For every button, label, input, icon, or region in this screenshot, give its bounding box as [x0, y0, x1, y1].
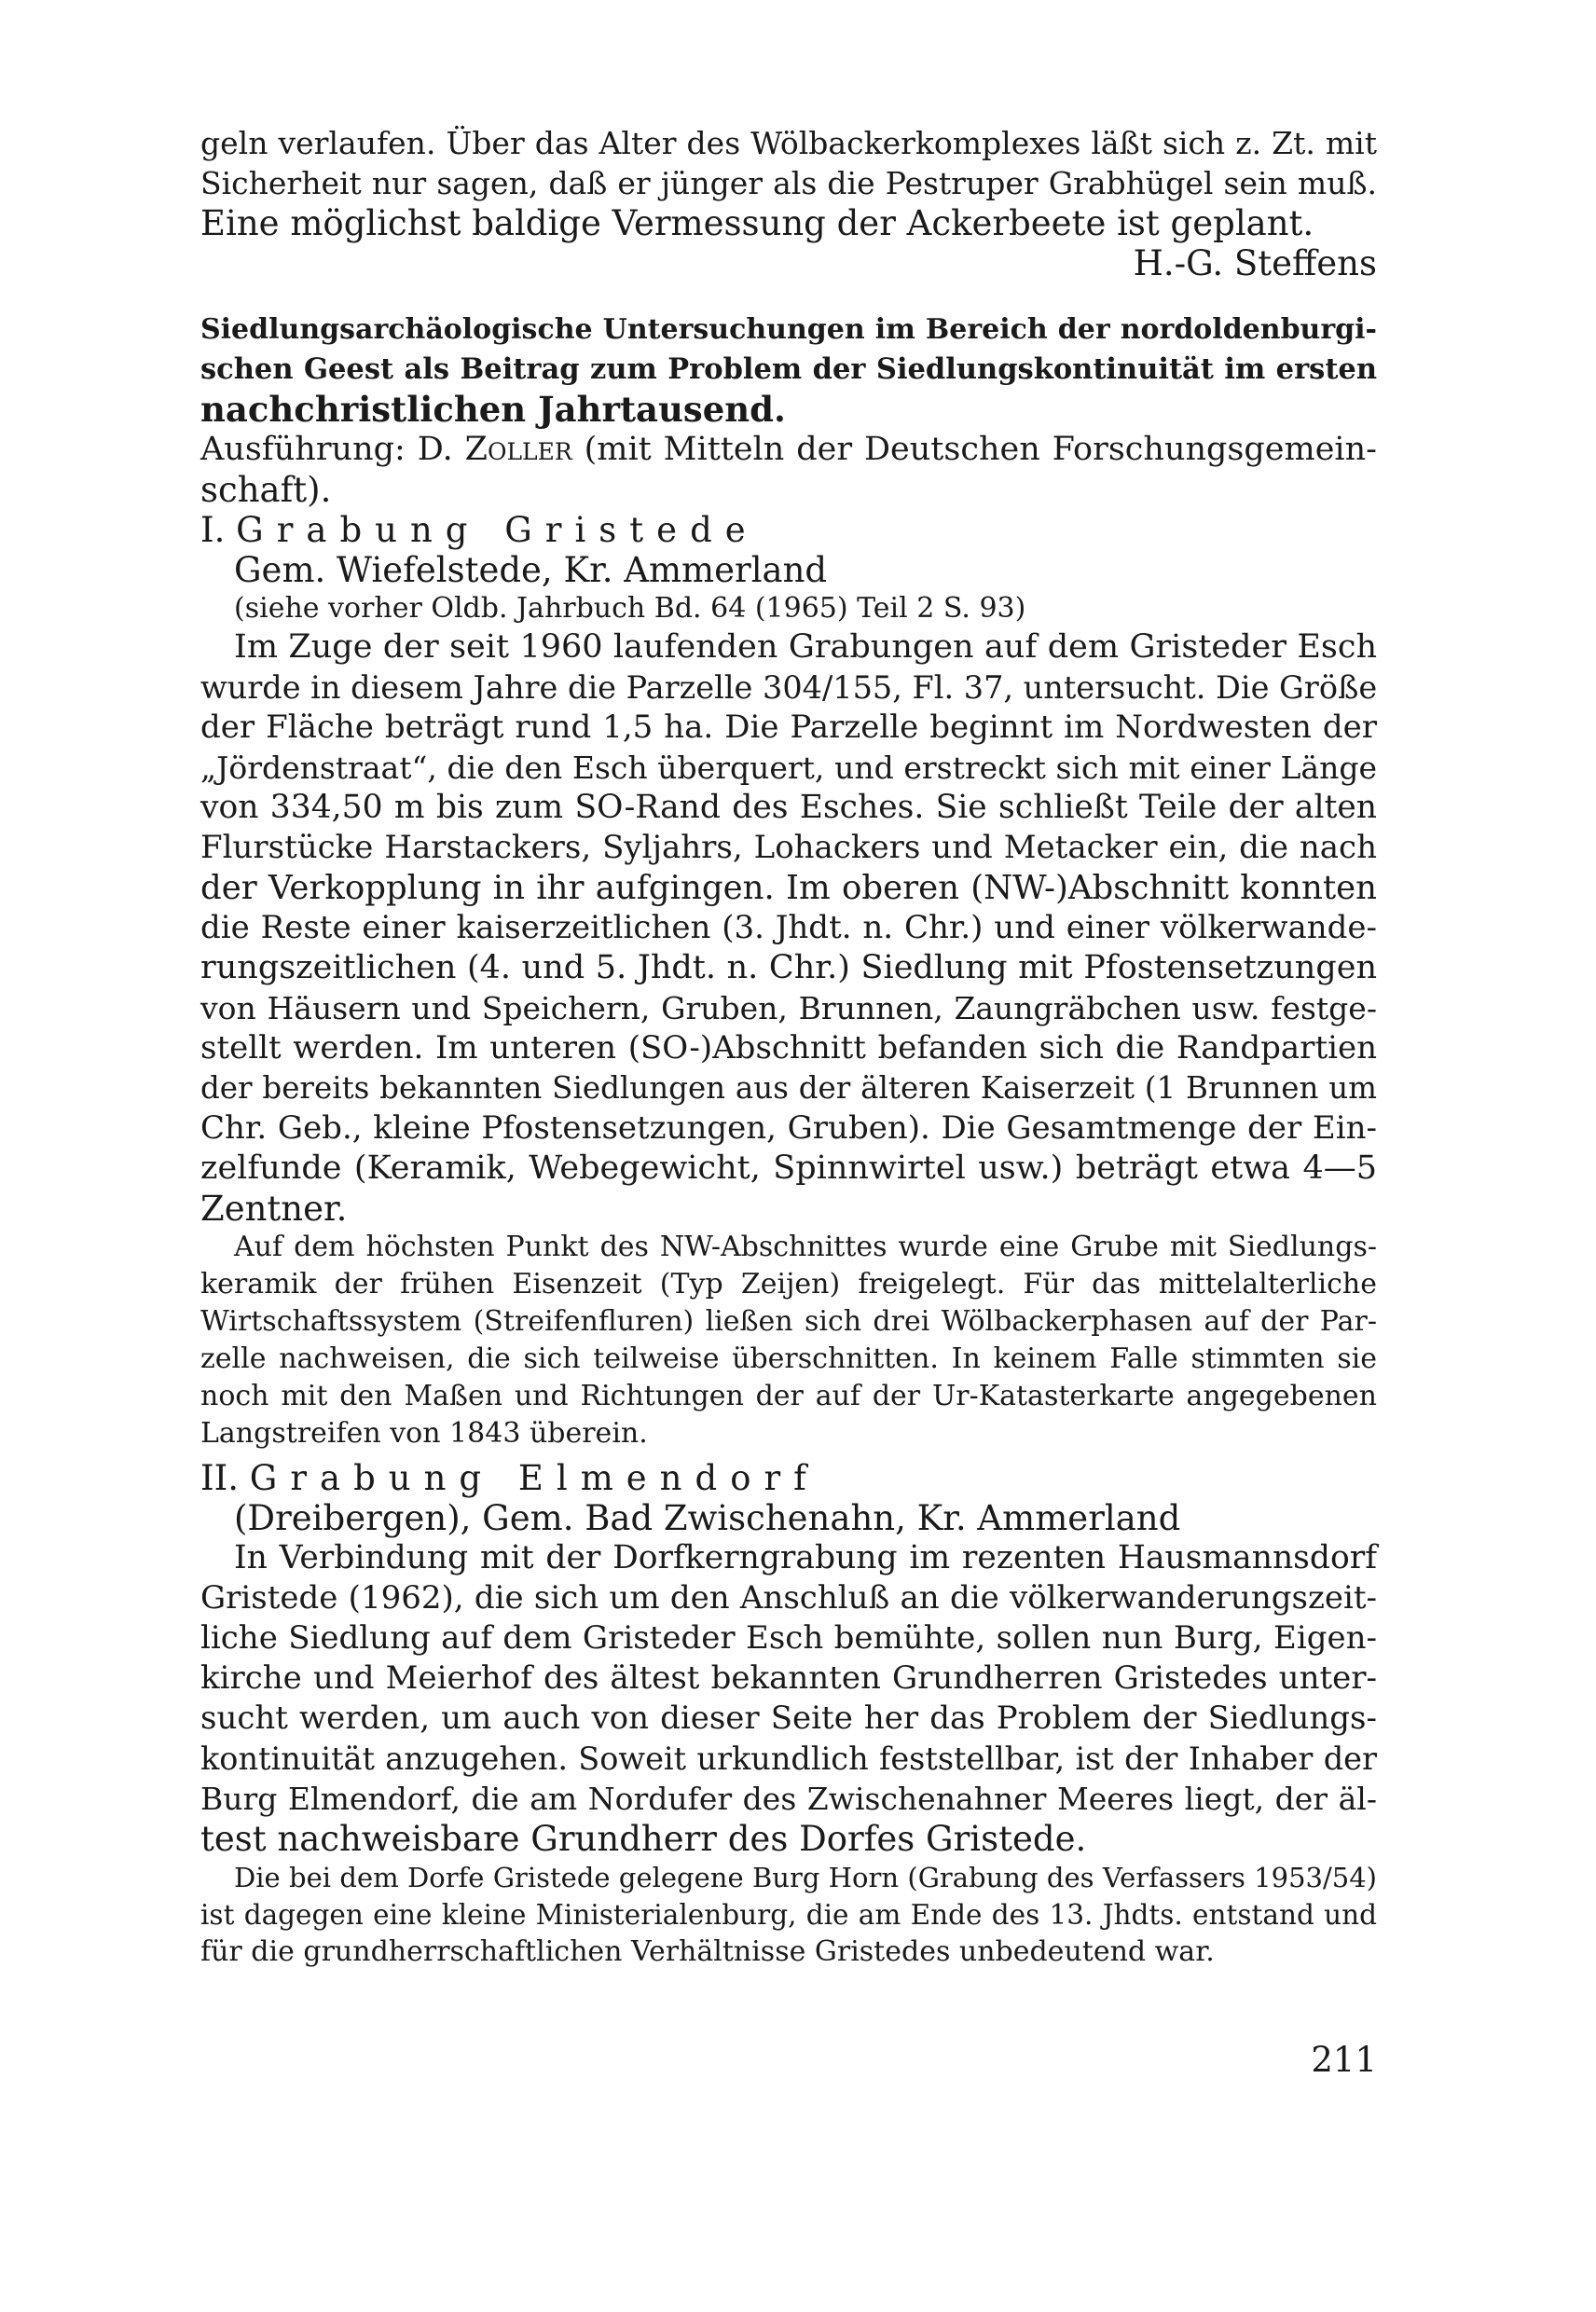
section-location: Gem. Wiefelstede, Kr. Ammerland — [234, 550, 828, 590]
note-line: zelle nachweisen, die sich teilweise überschnitten. In keinem Falle stimmten sie — [200, 1342, 1377, 1375]
page-text — [200, 123, 1377, 1971]
note-line: noch mit den Maßen und Richtungen der auf der Ur-Katasterkarte angegebenen — [200, 1380, 1377, 1412]
note-line: keramik der frühen Eisenzeit (Typ Zeijen) freigelegt. Für das mittelalterliche — [200, 1268, 1377, 1300]
heading-line: Siedlungsarchäologische Untersuchungen im Bereich der nordoldenburgi- — [200, 313, 1377, 346]
body-line: von Häusern und Speichern, Gruben, Brunnen, Zaungräbchen usw. festge- — [200, 990, 1377, 1026]
body-line: kontinuität anzugehen. Soweit urkundlich feststellbar, ist der Inhaber der — [200, 1741, 1377, 1777]
body-line: Chr. Geb., kleine Pfostensetzungen, Gruben). Die Gesamtmenge der Ein- — [200, 1109, 1377, 1147]
section-body — [200, 1538, 1377, 1859]
note-line: Die bei dem Dorfe Gristede gelegene Burg Horn (Grabung des Verfassers 1953/54) — [234, 1862, 1377, 1893]
body-line: test nachweisbare Grundherr des Dorfes Gristede. — [200, 1819, 1087, 1859]
body-line: Gristede (1962), die sich um den Anschluß an die völkerwanderungszeit- — [200, 1579, 1377, 1617]
body-line: kirche und Meierhof des ältest bekannten Grundherren Gristedes unter- — [200, 1659, 1377, 1697]
note-line: Langstreifen von 1843 überein. — [200, 1417, 648, 1450]
body-line: In Verbindung mit der Dorfkerngrabung im rezenten Hausmannsdorf — [234, 1539, 1377, 1576]
text-line: Sicherheit nur sagen, daß er jünger als die Pestruper Grabhügel sein muß. — [200, 165, 1377, 201]
body-line: „Jördenstraat“, die den Esch überquert, und erstreckt sich mit einer Länge — [200, 750, 1377, 786]
text-line: geln verlaufen. Über das Alter des Wölbackerkomplexes läßt sich z. Zt. mit — [200, 125, 1377, 161]
body-line: der bereits bekannten Siedlungen aus der älteren Kaiserzeit (1 Brunnen um — [200, 1070, 1377, 1106]
note-line: ist dagegen eine kleine Ministerialenburg, die am Ende des 13. Jhdts. entstand und — [200, 1899, 1377, 1931]
heading-line: schen Geest als Beitrag zum Problem der Siedlungskontinuität im ersten — [200, 352, 1377, 386]
heading-line: nachchristlichen Jahrtausend. — [200, 389, 786, 430]
body-line: Zentner. — [200, 1189, 348, 1229]
execution-line: Ausführung: D. Zoller (mit Mitteln der Deutschen Forschungsgemein- — [200, 431, 1377, 468]
section-location: (Dreibergen), Gem. Bad Zwischenahn, Kr. Ammerland — [234, 1498, 1181, 1538]
page-number: 211 — [1311, 2040, 1377, 2080]
body-line: zelfunde (Keramik, Webegewicht, Spinnwirtel usw.) beträgt etwa 4—5 — [200, 1149, 1377, 1187]
section-gristede — [200, 510, 1377, 1452]
section-title: II. Grabung Elmendorf — [200, 1458, 819, 1498]
body-line: Burg Elmendorf, die am Nordufer des Zwischenahner Meeres liegt, der äl- — [200, 1781, 1377, 1817]
body-line: der Verkopplung in ihr aufgingen. Im oberen (NW-)Abschnitt konnten — [200, 869, 1377, 907]
section-elmendorf — [200, 1458, 1377, 1971]
section-note — [200, 1229, 1377, 1452]
author-signature: H.-G. Steffens — [1133, 243, 1377, 283]
body-line: sucht werden, um auch von dieser Seite her das Problem der Siedlungs- — [200, 1700, 1377, 1737]
body-line: wurde in diesem Jahre die Parzelle 304/155, Fl. 37, untersucht. Die Größe — [200, 669, 1378, 706]
note-line: für die grundherrschaftlichen Verhältnisse Gristedes unbedeutend war. — [200, 1935, 1215, 1968]
body-line: von 334,50 m bis zum SO-Rand des Esches. Sie schließt Teile der alten — [200, 789, 1377, 826]
intro-paragraph — [200, 123, 1377, 283]
body-line: stellt werden. Im unteren (SO-)Abschnitt befanden sich die Randpartien — [200, 1029, 1377, 1067]
section-body — [200, 627, 1377, 1229]
body-line: Im Zuge der seit 1960 laufenden Grabungen auf dem Gristeder Esch — [234, 628, 1377, 666]
body-line: der Fläche beträgt rund 1,5 ha. Die Parzelle beginnt im Nordwesten der — [200, 709, 1377, 746]
body-line: liche Siedlung auf dem Gristeder Esch bemühte, sollen nun Burg, Eigen- — [200, 1619, 1377, 1657]
body-line: Flurstücke Harstackers, Syljahrs, Lohackers und Metacker ein, die nach — [200, 829, 1377, 866]
note-line: Auf dem höchsten Punkt des NW-Abschnittes wurde eine Grube mit Siedlungs- — [234, 1231, 1377, 1263]
note-line: Wirtschaftssystem (Streifenfluren) ließen sich drei Wölbackerphasen auf der Par- — [200, 1305, 1377, 1338]
article-heading — [200, 310, 1377, 430]
body-line: rungszeitlichen (4. und 5. Jhdt. n. Chr.) Siedlung mit Pfostensetzungen — [200, 949, 1377, 986]
section-reference: (siehe vorher Oldb. Jahrbuch Bd. 64 (1965) Teil 2 S. 93) — [234, 592, 1026, 625]
execution-note — [200, 430, 1377, 510]
body-line: die Reste einer kaiserzeitlichen (3. Jhdt. n. Chr.) und einer völkerwande- — [200, 909, 1377, 946]
section-title: I. Grabung Gristede — [200, 510, 759, 550]
author-name: Zoller — [464, 431, 572, 468]
text-line: Eine möglichst baldige Vermessung der Ackerbeete ist geplant. — [200, 203, 1314, 243]
execution-line-2: schaft). — [200, 470, 332, 510]
section-note — [200, 1859, 1377, 1971]
